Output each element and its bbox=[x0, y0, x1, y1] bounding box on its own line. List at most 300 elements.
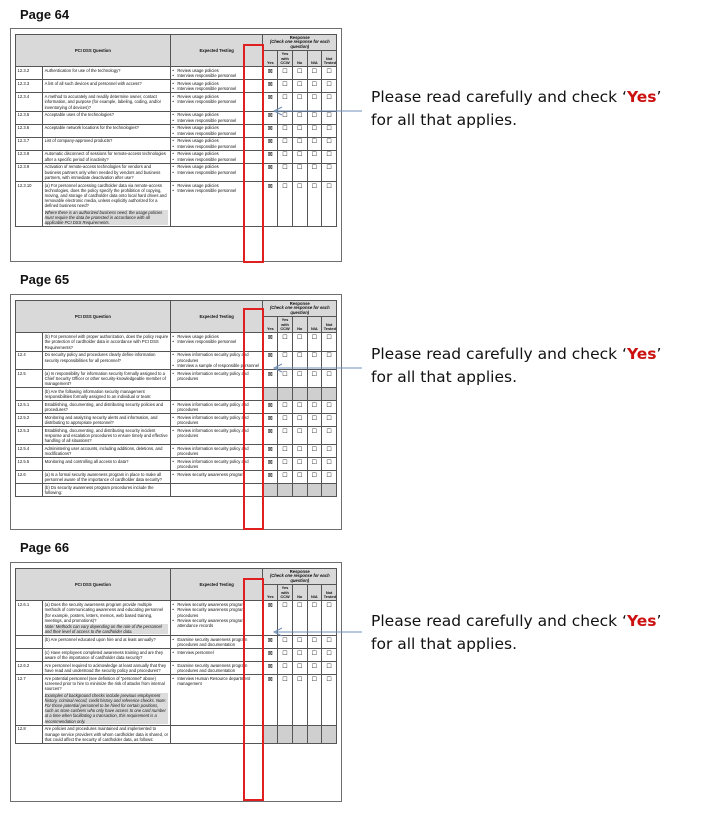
row-expected-testing bbox=[170, 351, 263, 369]
response-checkbox-yes-with-ccw[interactable]: ☐ bbox=[278, 80, 293, 93]
response-checkbox-yes-with-ccw bbox=[278, 388, 293, 401]
callout-instruction-65: Please read carefully and check ‘Yes’ for all that applies. bbox=[371, 345, 662, 386]
header-col-n-a: N/A bbox=[307, 317, 322, 333]
testing-item: • Review usage policies bbox=[172, 334, 261, 339]
response-checkbox-n-a[interactable]: ☐ bbox=[307, 67, 322, 80]
response-checkbox-n-a[interactable]: ☐ bbox=[307, 181, 322, 226]
response-checkbox-yes-with-ccw[interactable]: ☐ bbox=[278, 401, 293, 414]
response-checkbox-not-tested bbox=[322, 725, 337, 743]
row-question bbox=[43, 725, 171, 743]
response-checkbox-yes-with-ccw[interactable]: ☐ bbox=[278, 649, 293, 662]
response-checkbox-not-tested[interactable]: ☐ bbox=[322, 124, 337, 137]
table-row bbox=[16, 445, 337, 458]
response-checkbox-not-tested[interactable]: ☐ bbox=[322, 150, 337, 163]
response-checkbox-yes[interactable]: ⊠ bbox=[263, 445, 278, 458]
row-question bbox=[43, 150, 171, 163]
response-checkbox-not-tested[interactable]: ☐ bbox=[322, 67, 337, 80]
testing-item: • Review usage policies bbox=[172, 164, 261, 169]
row-ref-number: 12.6.2 bbox=[16, 662, 43, 675]
response-checkbox-not-tested[interactable]: ☐ bbox=[322, 351, 337, 369]
row-expected-testing bbox=[170, 150, 263, 163]
row-expected-testing bbox=[170, 445, 263, 458]
header-col-no: No bbox=[292, 585, 307, 601]
response-checkbox-yes[interactable]: ⊠ bbox=[263, 675, 278, 725]
response-checkbox-no[interactable]: ☐ bbox=[292, 649, 307, 662]
response-checkbox-no[interactable]: ☐ bbox=[292, 80, 307, 93]
table-row bbox=[16, 427, 337, 445]
testing-item: • Interview responsible personnel bbox=[172, 170, 261, 175]
response-checkbox-no[interactable]: ☐ bbox=[292, 111, 307, 124]
response-checkbox-yes[interactable]: ⊠ bbox=[263, 67, 278, 80]
response-checkbox-not-tested[interactable]: ☐ bbox=[322, 163, 337, 181]
table-row bbox=[16, 484, 337, 497]
row-question bbox=[43, 484, 171, 497]
response-checkbox-n-a[interactable]: ☐ bbox=[307, 80, 322, 93]
response-checkbox-n-a[interactable]: ☐ bbox=[307, 111, 322, 124]
pci-table-64 bbox=[15, 34, 337, 227]
row-expected-testing bbox=[170, 401, 263, 414]
row-question bbox=[43, 401, 171, 414]
question-text: Do security policy and procedures clearly define information security responsibilities for all personnel? bbox=[44, 352, 156, 363]
response-checkbox-yes[interactable]: ⊠ bbox=[263, 636, 278, 649]
page-label-66: Page 66 bbox=[20, 540, 70, 555]
testing-item: • Interview responsible personnel bbox=[172, 118, 261, 123]
response-checkbox-yes[interactable]: ⊠ bbox=[263, 369, 278, 387]
question-text: A list of all such devices and personnel with access? bbox=[44, 81, 142, 87]
row-question bbox=[43, 471, 171, 484]
testing-item: • Interview a sample of responsible personnel bbox=[172, 363, 261, 368]
question-text: Monitoring and controlling all access to data? bbox=[44, 459, 129, 464]
response-checkbox-yes-with-ccw[interactable]: ☐ bbox=[278, 369, 293, 387]
row-question bbox=[43, 601, 171, 636]
response-checkbox-yes[interactable]: ⊠ bbox=[263, 80, 278, 93]
response-checkbox-yes[interactable]: ⊠ bbox=[263, 401, 278, 414]
response-checkbox-yes-with-ccw[interactable]: ☐ bbox=[278, 458, 293, 471]
response-checkbox-n-a bbox=[307, 725, 322, 743]
response-checkbox-yes[interactable]: ⊠ bbox=[263, 181, 278, 226]
row-question bbox=[43, 649, 171, 662]
testing-item: • Review usage policies bbox=[172, 138, 261, 143]
header-expected-testing: Expected Testing bbox=[170, 569, 263, 601]
response-checkbox-no[interactable]: ☐ bbox=[292, 181, 307, 226]
callout-instruction-66: Please read carefully and check ‘Yes’ for all that applies. bbox=[371, 612, 662, 653]
response-checkbox-yes[interactable]: ⊠ bbox=[263, 351, 278, 369]
row-ref-number: 12.3.9 bbox=[16, 163, 43, 181]
table-row bbox=[16, 675, 337, 725]
response-checkbox-yes-with-ccw[interactable]: ☐ bbox=[278, 414, 293, 427]
row-ref-number: 12.5 bbox=[16, 369, 43, 387]
response-checkbox-n-a[interactable]: ☐ bbox=[307, 675, 322, 725]
response-checkbox-not-tested[interactable]: ☐ bbox=[322, 137, 337, 150]
response-checkbox-not-tested[interactable]: ☐ bbox=[322, 458, 337, 471]
arrow-icon-64 bbox=[268, 105, 364, 117]
response-checkbox-n-a[interactable]: ☐ bbox=[307, 662, 322, 675]
response-checkbox-yes-with-ccw[interactable]: ☐ bbox=[278, 471, 293, 484]
testing-item: • Review security awareness program procedures bbox=[172, 607, 261, 617]
row-ref-number: 12.3.6 bbox=[16, 124, 43, 137]
row-ref-number bbox=[16, 484, 43, 497]
testing-item: • Interview responsible personnel bbox=[172, 73, 261, 78]
testing-item: • Interview personnel bbox=[172, 650, 261, 655]
question-text: (c) Have employees completed awareness training and are they aware of the importance of cardholder data security? bbox=[44, 650, 164, 661]
row-expected-testing bbox=[170, 649, 263, 662]
row-ref-number: 12.3.7 bbox=[16, 137, 43, 150]
header-col-yes: Yes bbox=[263, 51, 278, 67]
row-expected-testing bbox=[170, 471, 263, 484]
row-question bbox=[43, 445, 171, 458]
testing-item: • Review information security policy and procedures bbox=[172, 352, 261, 362]
header-col-yes: Yes bbox=[263, 317, 278, 333]
testing-item: • Review security awareness program bbox=[172, 602, 261, 607]
row-expected-testing bbox=[170, 675, 263, 725]
row-expected-testing bbox=[170, 163, 263, 181]
response-checkbox-yes-with-ccw[interactable]: ☐ bbox=[278, 427, 293, 445]
testing-item: • Review information security policy and procedures bbox=[172, 402, 261, 412]
page-64-sheet bbox=[10, 28, 342, 262]
row-expected-testing bbox=[170, 67, 263, 80]
row-ref-number bbox=[16, 333, 43, 351]
question-text: (a) Is a formal security awareness program in place to make all personnel aware of the importance of cardholder data security? bbox=[44, 472, 162, 483]
row-question bbox=[43, 662, 171, 675]
response-checkbox-yes[interactable]: ⊠ bbox=[263, 601, 278, 636]
response-checkbox-no[interactable]: ☐ bbox=[292, 458, 307, 471]
header-question: PCI DSS Question bbox=[16, 35, 171, 67]
response-checkbox-yes[interactable]: ⊠ bbox=[263, 124, 278, 137]
header-response-title: Response bbox=[289, 34, 310, 40]
testing-item: • Review information security policy and procedures bbox=[172, 428, 261, 438]
row-ref-number: 12.5.4 bbox=[16, 445, 43, 458]
response-checkbox-yes-with-ccw[interactable]: ☐ bbox=[278, 67, 293, 80]
row-question bbox=[43, 351, 171, 369]
question-text: (a) Does the security awareness program provide multiple methods of communicating awareness and educating personnel (for example, posters, letters, memos, web based training, meetings, and promotions)? bbox=[44, 602, 164, 623]
response-checkbox-no[interactable]: ☐ bbox=[292, 93, 307, 111]
header-col-no: No bbox=[292, 51, 307, 67]
response-checkbox-no[interactable]: ☐ bbox=[292, 163, 307, 181]
header-question: PCI DSS Question bbox=[16, 301, 171, 333]
response-checkbox-not-tested[interactable]: ☐ bbox=[322, 662, 337, 675]
question-text: Activation of remote-access technologies for vendors and business partners only when needed by vendors and business partners, with immediate deactivation after use? bbox=[44, 164, 161, 180]
question-text: (a) For personnel accessing cardholder data via remote-access technologies, does the policy specify the prohibition of copying, moving, and storage of cardholder data onto local hard drives and removable electronic media, unless explicitly authorized for a defined business need? bbox=[44, 182, 167, 209]
header-col-yes-with-ccw: Yes with CCW bbox=[278, 585, 293, 601]
arrow-icon-65 bbox=[268, 362, 364, 374]
response-checkbox-yes-with-ccw[interactable]: ☐ bbox=[278, 333, 293, 351]
row-question bbox=[43, 181, 171, 226]
header-response bbox=[263, 35, 337, 51]
question-text: Authentication for use of the technology? bbox=[44, 68, 121, 74]
table-row bbox=[16, 124, 337, 137]
response-checkbox-n-a[interactable]: ☐ bbox=[307, 427, 322, 445]
response-checkbox-not-tested[interactable]: ☐ bbox=[322, 636, 337, 649]
row-question bbox=[43, 93, 171, 111]
response-checkbox-no[interactable]: ☐ bbox=[292, 369, 307, 387]
response-checkbox-n-a[interactable]: ☐ bbox=[307, 401, 322, 414]
response-checkbox-n-a[interactable]: ☐ bbox=[307, 163, 322, 181]
header-response-subtitle: (Check one response for each question) bbox=[269, 573, 330, 583]
testing-item: • Review security awareness program bbox=[172, 472, 261, 477]
row-expected-testing bbox=[170, 137, 263, 150]
question-note: Where there is an authorized business need, the usage policies must require the data be protected in accordance with all applicable PCI DSS Requirements. bbox=[45, 210, 169, 226]
response-checkbox-not-tested[interactable]: ☐ bbox=[322, 445, 337, 458]
row-ref-number bbox=[16, 388, 43, 401]
question-text: Are potential personnel (see definition of “personnel” above) screened prior to hire to minimize the risk of attacks from internal sources? bbox=[44, 676, 165, 692]
response-checkbox-no[interactable]: ☐ bbox=[292, 150, 307, 163]
table-row bbox=[16, 163, 337, 181]
row-ref-number: 12.3.8 bbox=[16, 150, 43, 163]
testing-item: • Review information security policy and procedures bbox=[172, 415, 261, 425]
question-text: Acceptable network locations for the technologies? bbox=[44, 125, 139, 131]
response-checkbox-n-a[interactable]: ☐ bbox=[307, 150, 322, 163]
table-row bbox=[16, 181, 337, 226]
testing-item: • Interview responsible personnel bbox=[172, 144, 261, 149]
question-text: (a) Is responsibility for information security formally assigned to a Chief Security Officer or other security-knowledgeable member of management? bbox=[44, 370, 166, 386]
page-65-sheet bbox=[10, 294, 342, 530]
response-checkbox-no[interactable]: ☐ bbox=[292, 636, 307, 649]
testing-item: • Interview responsible personnel bbox=[172, 131, 261, 136]
table-row bbox=[16, 662, 337, 675]
response-checkbox-n-a[interactable]: ☐ bbox=[307, 351, 322, 369]
row-expected-testing bbox=[170, 601, 263, 636]
row-expected-testing bbox=[170, 458, 263, 471]
response-checkbox-yes-with-ccw[interactable]: ☐ bbox=[278, 601, 293, 636]
header-col-not-tested: Not Tested bbox=[322, 317, 337, 333]
table-row bbox=[16, 150, 337, 163]
question-text: Automatic disconnect of sessions for remote-access technologies after a specific period of inactivity? bbox=[44, 151, 166, 162]
response-checkbox-yes-with-ccw[interactable]: ☐ bbox=[278, 662, 293, 675]
response-checkbox-no[interactable]: ☐ bbox=[292, 601, 307, 636]
header-response-title: Response bbox=[289, 300, 310, 306]
response-checkbox-yes-with-ccw[interactable]: ☐ bbox=[278, 137, 293, 150]
response-checkbox-yes-with-ccw[interactable]: ☐ bbox=[278, 675, 293, 725]
response-checkbox-no[interactable]: ☐ bbox=[292, 662, 307, 675]
response-checkbox-yes-with-ccw bbox=[278, 484, 293, 497]
response-checkbox-no bbox=[292, 484, 307, 497]
response-checkbox-n-a[interactable]: ☐ bbox=[307, 601, 322, 636]
header-response-title: Response bbox=[289, 568, 310, 574]
response-checkbox-no[interactable]: ☐ bbox=[292, 445, 307, 458]
response-checkbox-yes[interactable]: ⊠ bbox=[263, 649, 278, 662]
row-ref-number: 12.3.3 bbox=[16, 80, 43, 93]
header-col-not-tested: Not Tested bbox=[322, 51, 337, 67]
question-text: (b) Are personnel educated upon hire and at least annually? bbox=[44, 637, 156, 642]
response-checkbox-n-a[interactable]: ☐ bbox=[307, 93, 322, 111]
row-ref-number bbox=[16, 636, 43, 649]
page-label-64: Page 64 bbox=[20, 7, 70, 22]
row-expected-testing bbox=[170, 414, 263, 427]
row-expected-testing bbox=[170, 124, 263, 137]
response-checkbox-yes-with-ccw[interactable]: ☐ bbox=[278, 181, 293, 226]
row-question bbox=[43, 163, 171, 181]
response-checkbox-n-a bbox=[307, 484, 322, 497]
response-checkbox-not-tested[interactable]: ☐ bbox=[322, 649, 337, 662]
testing-item: • Interview responsible personnel bbox=[172, 339, 261, 344]
response-checkbox-yes[interactable]: ⊠ bbox=[263, 111, 278, 124]
header-expected-testing: Expected Testing bbox=[170, 301, 263, 333]
header-col-not-tested: Not Tested bbox=[322, 585, 337, 601]
testing-item: • Review usage policies bbox=[172, 68, 261, 73]
testing-item: • Review usage policies bbox=[172, 94, 261, 99]
response-checkbox-yes-with-ccw[interactable]: ☐ bbox=[278, 445, 293, 458]
row-question bbox=[43, 67, 171, 80]
response-checkbox-no[interactable]: ☐ bbox=[292, 471, 307, 484]
response-checkbox-n-a[interactable]: ☐ bbox=[307, 137, 322, 150]
response-checkbox-yes bbox=[263, 388, 278, 401]
row-expected-testing bbox=[170, 725, 263, 743]
response-checkbox-not-tested[interactable]: ☐ bbox=[322, 414, 337, 427]
response-checkbox-n-a[interactable]: ☐ bbox=[307, 636, 322, 649]
response-checkbox-yes[interactable]: ⊠ bbox=[263, 414, 278, 427]
response-checkbox-yes[interactable]: ⊠ bbox=[263, 333, 278, 351]
response-checkbox-yes-with-ccw[interactable]: ☐ bbox=[278, 351, 293, 369]
response-checkbox-not-tested[interactable]: ☐ bbox=[322, 181, 337, 226]
row-expected-testing bbox=[170, 427, 263, 445]
response-checkbox-n-a[interactable]: ☐ bbox=[307, 414, 322, 427]
row-question bbox=[43, 427, 171, 445]
response-checkbox-yes[interactable]: ⊠ bbox=[263, 458, 278, 471]
response-checkbox-no[interactable]: ☐ bbox=[292, 333, 307, 351]
row-expected-testing bbox=[170, 181, 263, 226]
response-checkbox-yes[interactable]: ⊠ bbox=[263, 93, 278, 111]
response-checkbox-yes-with-ccw[interactable]: ☐ bbox=[278, 124, 293, 137]
header-col-n-a: N/A bbox=[307, 585, 322, 601]
row-expected-testing bbox=[170, 333, 263, 351]
response-checkbox-n-a[interactable]: ☐ bbox=[307, 458, 322, 471]
testing-item: • Review security awareness program attendance records bbox=[172, 618, 261, 628]
table-row bbox=[16, 471, 337, 484]
question-text: A method to accurately and readily determine owner, contact information, and purpose (for example, labeling, coding, and/or inventorying of devices)? bbox=[44, 94, 161, 110]
response-checkbox-not-tested[interactable]: ☐ bbox=[322, 401, 337, 414]
response-checkbox-yes[interactable]: ⊠ bbox=[263, 163, 278, 181]
testing-item: • Review information security policy and procedures bbox=[172, 459, 261, 469]
response-checkbox-not-tested bbox=[322, 388, 337, 401]
header-question: PCI DSS Question bbox=[16, 569, 171, 601]
question-text: (b) For personnel with proper authorization, does the policy require the protection of cardholder data in accordance with PCI DSS Requirements? bbox=[44, 334, 169, 350]
table-row bbox=[16, 458, 337, 471]
response-checkbox-not-tested bbox=[322, 484, 337, 497]
row-question bbox=[43, 80, 171, 93]
header-response bbox=[263, 301, 337, 317]
header-col-yes: Yes bbox=[263, 585, 278, 601]
response-checkbox-not-tested[interactable]: ☐ bbox=[322, 427, 337, 445]
response-checkbox-no[interactable]: ☐ bbox=[292, 414, 307, 427]
table-row bbox=[16, 649, 337, 662]
response-checkbox-n-a[interactable]: ☐ bbox=[307, 445, 322, 458]
response-checkbox-not-tested[interactable]: ☐ bbox=[322, 675, 337, 725]
header-response-subtitle: (Check one response for each question) bbox=[269, 39, 330, 49]
row-question bbox=[43, 414, 171, 427]
question-note: Note: Methods can vary depending on the role of the personnel and their level of access to the cardholder data. bbox=[45, 624, 169, 634]
row-question bbox=[43, 636, 171, 649]
response-checkbox-not-tested[interactable]: ☐ bbox=[322, 333, 337, 351]
response-checkbox-not-tested[interactable]: ☐ bbox=[322, 471, 337, 484]
response-checkbox-not-tested[interactable]: ☐ bbox=[322, 93, 337, 111]
header-col-yes-with-ccw: Yes with CCW bbox=[278, 51, 293, 67]
response-checkbox-yes-with-ccw[interactable]: ☐ bbox=[278, 150, 293, 163]
response-checkbox-yes[interactable]: ⊠ bbox=[263, 427, 278, 445]
response-checkbox-yes[interactable]: ⊠ bbox=[263, 662, 278, 675]
response-checkbox-not-tested[interactable]: ☐ bbox=[322, 369, 337, 387]
response-checkbox-yes-with-ccw[interactable]: ☐ bbox=[278, 163, 293, 181]
response-checkbox-no[interactable]: ☐ bbox=[292, 675, 307, 725]
row-question bbox=[43, 124, 171, 137]
question-text: List of company-approved products? bbox=[44, 138, 113, 144]
testing-item: • Review usage policies bbox=[172, 183, 261, 188]
row-ref-number: 12.3.5 bbox=[16, 111, 43, 124]
response-checkbox-yes-with-ccw[interactable]: ☐ bbox=[278, 111, 293, 124]
response-checkbox-n-a[interactable]: ☐ bbox=[307, 471, 322, 484]
header-response bbox=[263, 569, 337, 585]
row-question bbox=[43, 137, 171, 150]
row-ref-number: 12.3.4 bbox=[16, 93, 43, 111]
response-checkbox-not-tested[interactable]: ☐ bbox=[322, 111, 337, 124]
response-checkbox-n-a[interactable]: ☐ bbox=[307, 333, 322, 351]
row-expected-testing bbox=[170, 93, 263, 111]
response-checkbox-no[interactable]: ☐ bbox=[292, 124, 307, 137]
response-checkbox-no[interactable]: ☐ bbox=[292, 351, 307, 369]
row-question bbox=[43, 388, 171, 401]
row-question bbox=[43, 333, 171, 351]
testing-item: • Review information security policy and procedures bbox=[172, 371, 261, 381]
callout-instruction-64: Please read carefully and check ‘Yes’ for all that applies. bbox=[371, 88, 662, 129]
response-checkbox-n-a[interactable]: ☐ bbox=[307, 649, 322, 662]
testing-item: • Interview responsible personnel bbox=[172, 188, 261, 193]
row-expected-testing bbox=[170, 369, 263, 387]
page-label-65: Page 65 bbox=[20, 272, 70, 287]
response-checkbox-no[interactable]: ☐ bbox=[292, 427, 307, 445]
response-checkbox-no[interactable]: ☐ bbox=[292, 67, 307, 80]
row-ref-number: 12.3.2 bbox=[16, 67, 43, 80]
response-checkbox-no bbox=[292, 725, 307, 743]
question-text: Administering user accounts, including additions, deletions, and modifications? bbox=[44, 446, 163, 457]
response-checkbox-not-tested[interactable]: ☐ bbox=[322, 80, 337, 93]
response-checkbox-no[interactable]: ☐ bbox=[292, 401, 307, 414]
question-text: (b) Do security awareness program procedures include the following: bbox=[44, 485, 154, 496]
response-checkbox-n-a[interactable]: ☐ bbox=[307, 369, 322, 387]
response-checkbox-yes-with-ccw[interactable]: ☐ bbox=[278, 636, 293, 649]
row-expected-testing bbox=[170, 662, 263, 675]
row-question bbox=[43, 111, 171, 124]
row-question bbox=[43, 675, 171, 725]
response-checkbox-yes[interactable]: ⊠ bbox=[263, 150, 278, 163]
response-checkbox-yes[interactable]: ⊠ bbox=[263, 137, 278, 150]
table-row bbox=[16, 67, 337, 80]
question-text: (b) Are the following information security management responsibilities formally assigned to an individual or team: bbox=[44, 388, 152, 399]
testing-item: • Interview responsible personnel bbox=[172, 157, 261, 162]
pci-table-66 bbox=[15, 568, 337, 744]
page-66-sheet bbox=[10, 562, 342, 802]
row-expected-testing bbox=[170, 484, 263, 497]
row-expected-testing bbox=[170, 388, 263, 401]
response-checkbox-yes[interactable]: ⊠ bbox=[263, 471, 278, 484]
table-row bbox=[16, 414, 337, 427]
question-text: Are policies and procedures maintained and implemented to manage service providers with whom cardholder data is shared, or that could affect the security of cardholder data, as follows: bbox=[44, 726, 168, 742]
response-checkbox-yes bbox=[263, 725, 278, 743]
row-ref-number: 12.6 bbox=[16, 471, 43, 484]
table-row bbox=[16, 388, 337, 401]
header-response-subtitle: (Check one response for each question) bbox=[269, 305, 330, 315]
response-checkbox-yes-with-ccw bbox=[278, 725, 293, 743]
table-row bbox=[16, 401, 337, 414]
response-checkbox-yes-with-ccw[interactable]: ☐ bbox=[278, 93, 293, 111]
row-ref-number bbox=[16, 649, 43, 662]
header-col-yes-with-ccw: Yes with CCW bbox=[278, 317, 293, 333]
response-checkbox-n-a[interactable]: ☐ bbox=[307, 124, 322, 137]
response-checkbox-not-tested[interactable]: ☐ bbox=[322, 601, 337, 636]
question-note: Examples of background checks include previous employment history, criminal record, credit history and reference checks. Note: For those potential personnel to be hired for certain positions, such as store cashiers who only have access to one card number at a time when facilitating a transaction, this requirement is a recommendation only. bbox=[45, 693, 169, 724]
row-expected-testing bbox=[170, 80, 263, 93]
table-row bbox=[16, 725, 337, 743]
response-checkbox-no[interactable]: ☐ bbox=[292, 137, 307, 150]
testing-item: • Examine security awareness program procedures and documentation bbox=[172, 663, 261, 673]
